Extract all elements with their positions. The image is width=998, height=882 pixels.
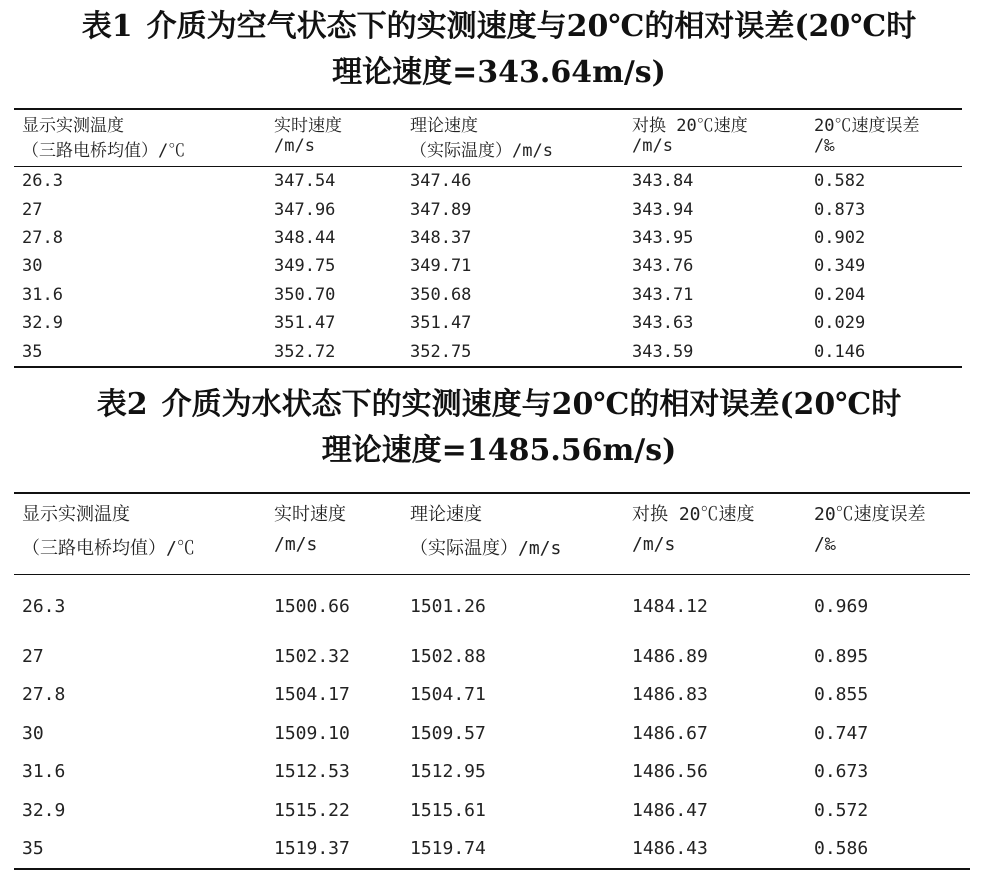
table-cell: 31.6 [22,761,66,783]
table1-caption-line1 [0,4,998,50]
table-cell: 1486.47 [632,799,708,821]
table-cell: 27.8 [22,684,66,706]
table1-header-row-bottom [14,136,962,167]
table-cell: 0.029 [814,313,866,334]
table1-header-converted-speed: 对换 20℃速度 [624,109,806,136]
table-cell: 351.47 [410,313,472,334]
table-row [14,676,970,715]
table-cell: 347.54 [274,171,336,192]
table-row [14,575,970,638]
table-cell: 0.855 [814,684,869,706]
table-cell: 1486.67 [632,722,708,744]
table-cell: 351.47 [274,313,336,334]
table1-header-error: 20℃速度误差 [806,109,962,136]
table-cell: 27.8 [22,227,63,248]
table-cell: 31.6 [22,284,63,305]
table2-header-temp: 显示实测温度 [14,493,266,532]
table-cell: 343.71 [632,284,694,305]
table-row [14,337,962,366]
table-cell: 352.72 [266,337,402,366]
table-cell: 0.902 [814,227,866,248]
table-row [14,167,962,196]
table-cell: 0.969 [814,595,869,617]
table-row [14,309,962,337]
table1-header-realtime-speed: 实时速度 [266,109,402,136]
table-cell: 348.37 [410,227,472,248]
table-cell: 1501.26 [410,595,486,617]
table-cell: 349.71 [410,256,472,277]
table-cell: 26.3 [22,595,66,617]
table-row [14,830,970,870]
table1-caption-text: 介质为空气状态下的实测速度与20℃的相对误差(20℃时 [146,9,917,44]
table2-header-row-bottom [14,532,970,575]
table-cell: 343.63 [632,313,694,334]
table-row [14,753,970,792]
table-cell: 343.84 [632,171,694,192]
table-cell: 1512.53 [274,761,350,783]
table2-header-realtime-speed: 实时速度 [266,493,402,532]
table-cell: 352.75 [402,337,624,366]
table1-header-temp: 显示实测温度 [14,109,266,136]
table-cell: 0.204 [814,284,866,305]
table-row [14,714,970,753]
table1-caption [0,4,998,96]
table-cell: 1515.61 [410,799,486,821]
table-cell: 0.673 [814,761,869,783]
table-cell: 26.3 [22,171,63,192]
table-cell: 1500.66 [274,595,350,617]
table2-caption-label: 表2 [96,387,148,422]
table1-header-realtime-unit: /m/s [266,136,402,167]
table1 [14,108,962,368]
table-cell: 30 [22,256,43,277]
table1-caption-label: 表1 [81,9,133,44]
table-cell: 350.68 [410,284,472,305]
table2 [14,492,970,870]
table-cell: 0.586 [806,830,970,870]
table1-caption-line2: 理论速度=343.64m/s) [332,55,666,90]
table2-header-error: 20℃速度误差 [806,493,970,532]
table2-header-theoretical-speed: 理论速度 [402,493,624,532]
table-cell: 343.94 [632,199,694,220]
table-cell: 347.46 [410,171,472,192]
table2-caption-line2: 理论速度=1485.56m/s) [321,433,677,468]
table-cell: 1519.37 [266,830,402,870]
table-cell: 350.70 [274,284,336,305]
table-cell: 30 [22,722,44,744]
table-cell: 1512.95 [410,761,486,783]
table-cell: 0.747 [814,722,869,744]
table-cell: 1502.88 [410,645,486,667]
table-cell: 35 [14,830,266,870]
table-cell: 32.9 [22,313,63,334]
table-cell: 1486.43 [624,830,806,870]
table-row [14,281,962,309]
table-cell: 1486.56 [632,761,708,783]
table-cell: 343.76 [632,256,694,277]
table1-header-error-unit: /‰ [806,136,962,167]
table-cell: 0.146 [806,337,962,366]
table-cell: 27 [22,199,43,220]
table2-header-temp-unit: （三路电桥均值）/℃ [14,532,266,575]
table1-header-theoretical-speed: 理论速度 [402,109,624,136]
table1-header-row-top [14,109,962,136]
table-cell: 1486.89 [632,645,708,667]
table-cell: 347.89 [410,199,472,220]
table-cell: 348.44 [274,227,336,248]
table2-caption-text: 介质为水状态下的实测速度与20℃的相对误差(20℃时 [161,387,902,422]
table-row [14,252,962,280]
table-cell: 1519.74 [402,830,624,870]
table1-header-temp-unit: （三路电桥均值）/℃ [14,136,266,167]
table-cell: 27 [22,645,44,667]
table2-caption-line1 [0,382,998,428]
table-row [14,224,962,252]
table-cell: 343.95 [632,227,694,248]
table-cell: 1484.12 [632,595,708,617]
table-cell: 0.582 [814,171,866,192]
table-cell: 35 [14,337,266,366]
table-cell: 1509.57 [410,722,486,744]
table-cell: 1486.83 [632,684,708,706]
table-cell: 349.75 [274,256,336,277]
table-cell: 343.59 [624,337,806,366]
table2-header-converted-unit: /m/s [624,532,806,575]
table2-caption [0,382,998,474]
table-row [14,791,970,830]
table-cell: 1502.32 [274,645,350,667]
table-cell: 1504.71 [410,684,486,706]
table-cell: 1509.10 [274,722,350,744]
table1-header-theoretical-unit: （实际温度）/m/s [402,136,624,167]
table-cell: 0.895 [814,645,869,667]
table2-header-error-unit: /‰ [806,532,970,575]
table-cell: 32.9 [22,799,66,821]
table-cell: 0.873 [814,199,866,220]
table1-header-converted-unit: /m/s [624,136,806,167]
table-cell: 0.572 [814,799,869,821]
table-row [14,195,962,223]
table-cell: 0.349 [814,256,866,277]
table2-header-realtime-unit: /m/s [266,532,402,575]
table-cell: 1515.22 [274,799,350,821]
table-cell: 1504.17 [274,684,350,706]
table2-header-row-top [14,493,970,532]
table2-header-converted-speed: 对换 20℃速度 [624,493,806,532]
table2-header-theoretical-unit: （实际温度）/m/s [402,532,624,575]
table-row [14,637,970,676]
table-cell: 347.96 [274,199,336,220]
